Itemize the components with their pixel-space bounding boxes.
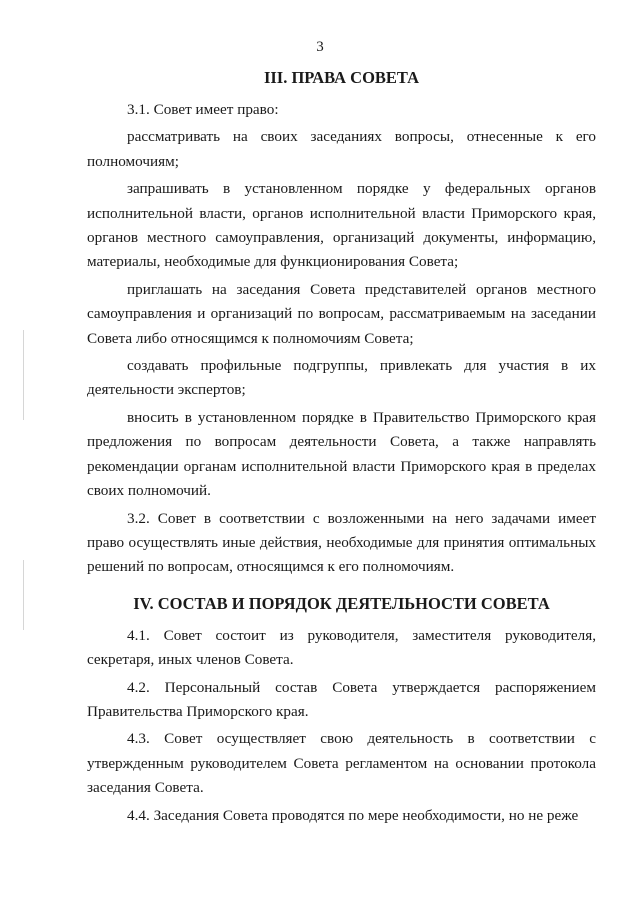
section-heading: III. ПРАВА СОВЕТА — [263, 68, 420, 87]
page-number: 3 — [316, 39, 324, 55]
scan-edge-mark — [23, 330, 24, 420]
section-heading: IV. СОСТАВ И ПОРЯДОК ДЕЯТЕЛЬНОСТИ СОВЕТА — [133, 593, 550, 613]
paragraph: 3.2. Совет в соответствии с возложенными на него задачами имеет право осуществлять иные действия, необходимые для принятия оптимальных решений по вопросам, относящимся к его полномочиям. — [87, 509, 596, 576]
paragraph: 3.1. Совет имеет право: — [127, 101, 279, 118]
scan-edge-mark — [23, 560, 24, 630]
paragraph: рассматривать на своих заседаниях вопросы, отнесенные к его полномочиям; — [87, 128, 596, 170]
paragraph: приглашать на заседания Совета представителей органов местного самоуправления и организаций по вопросам, рассматриваемым на заседании Совета либо относящимся к полномочиям Совета; — [87, 280, 596, 347]
document-body — [87, 60, 596, 831]
paragraph: вносить в установленном порядке в Правительство Приморского края предложения по вопросам деятельности Совета, а также направлять рекомендации органам исполнительной власти Приморского края в пределах своих полномочий. — [87, 408, 596, 500]
paragraph: 4.2. Персональный состав Совета утверждается распоряжением Правительства Приморского края. — [87, 678, 596, 720]
paragraph: запрашивать в установленном порядке у федеральных органов исполнительной власти, органов исполнительной власти Приморского края, органов местного самоуправления, организаций документы, информацию, материалы, необходимые для функционирования Совета; — [87, 180, 596, 271]
paragraph: 4.3. Совет осуществляет свою деятельность в соответствии с утвержденным руководителем Совета регламентом на основании протокола заседания Совета. — [87, 730, 596, 797]
paragraph: 4.4. Заседания Совета проводятся по мере необходимости, но не реже — [127, 806, 579, 824]
paragraph: создавать профильные подгруппы, привлекать для участия в их деятельности экспертов; — [87, 357, 596, 399]
paragraph: 4.1. Совет состоит из руководителя, заместителя руководителя, секретаря, иных членов Совета. — [87, 626, 596, 669]
